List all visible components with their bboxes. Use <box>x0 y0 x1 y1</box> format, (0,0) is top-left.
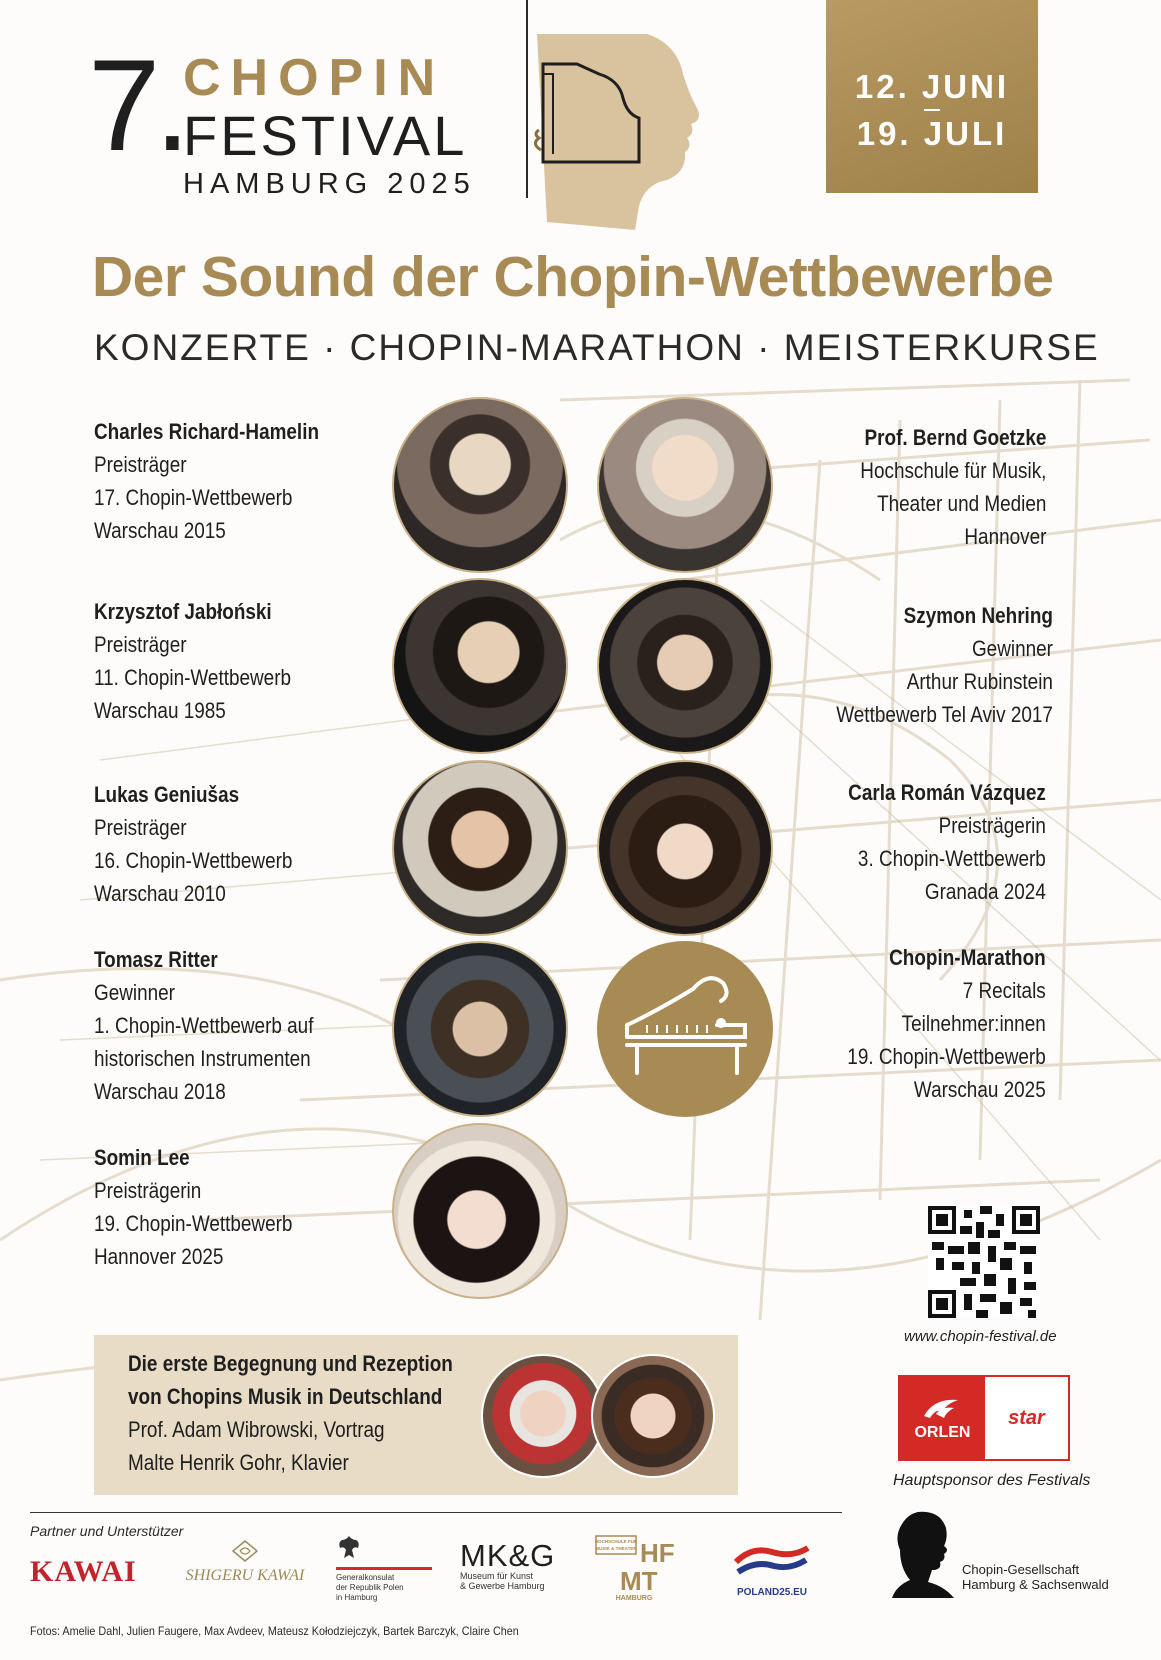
artist-carla-roman-vazquez <box>848 776 1046 908</box>
artist-line: 3. Chopin-Wettbewerb <box>858 846 1046 871</box>
festival-city-year: HAMBURG 2025 <box>183 168 476 200</box>
hfmt-line: MUSIK & THEATER <box>595 1546 637 1551</box>
artist-line: historischen Instrumenten <box>94 1046 311 1071</box>
date-dash <box>924 109 940 111</box>
marathon-line: 19. Chopin-Wettbewerb <box>847 1044 1046 1069</box>
artist-name: Carla Román Vázquez <box>848 780 1046 805</box>
date-start: 12. JUNI <box>854 68 1010 105</box>
mkg-logo <box>460 1540 570 1591</box>
chopin-society-logo <box>888 1508 1138 1600</box>
artist-line: Preisträgerin <box>938 813 1046 838</box>
portrait-adam-wibrowski <box>481 1354 605 1478</box>
festival-title-chopin: CHOPIN <box>183 49 446 107</box>
portrait-malte-henrik-gohr <box>591 1354 715 1478</box>
poland25-logo <box>722 1540 822 1598</box>
kawai-logo: KAWAI <box>30 1555 137 1588</box>
artist-line: Arthur Rubinstein <box>906 669 1053 694</box>
flag-stripe <box>336 1567 432 1570</box>
society-line: Chopin-Gesellschaft <box>962 1562 1080 1577</box>
artist-name: Tomasz Ritter <box>94 947 218 972</box>
hfmt-line: HOCHSCHULE FÜR <box>594 1539 638 1544</box>
artist-line: Preisträger <box>94 452 187 477</box>
orlen-star-logo <box>898 1375 1070 1461</box>
artist-line: 17. Chopin-Wettbewerb <box>94 485 293 510</box>
artist-line: Warschau 2015 <box>94 518 226 543</box>
chopin-piano-profile-logo <box>527 34 707 230</box>
shigeru-label: SHIGERU KAWAI <box>185 1567 305 1584</box>
artist-line: Wettbewerb Tel Aviv 2017 <box>836 702 1053 727</box>
orlen-logo <box>900 1377 985 1459</box>
artist-tomasz-ritter <box>94 943 313 1108</box>
polish-eagle-icon <box>336 1534 362 1562</box>
artist-line: Hannover <box>963 524 1046 549</box>
sponsor-caption: Hauptsponsor des Festivals <box>893 1472 1091 1489</box>
poland25-mark-icon <box>732 1540 812 1580</box>
artist-line: Warschau 2018 <box>94 1079 226 1104</box>
partners-label: Partner und Unterstützer <box>30 1523 184 1539</box>
lecture-title-line1: Die erste Begegnung und Rezeption <box>128 1351 453 1376</box>
lecture-title-line2: von Chopins Musik in Deutschland <box>128 1384 443 1409</box>
hfmt-letters-bottom: MT <box>620 1566 658 1596</box>
artist-name: Lukas Geniušas <box>94 782 240 807</box>
subline: KONZERTE · CHOPIN-MARATHON · MEISTERKURSE <box>94 327 1100 368</box>
portrait-szymon-nehring <box>597 578 773 754</box>
consulate-line: in Hamburg <box>336 1593 378 1602</box>
star-logo <box>985 1377 1068 1459</box>
orlen-label: ORLEN <box>914 1424 971 1441</box>
chopin-silhouette-icon <box>888 1508 962 1600</box>
artist-line: 16. Chopin-Wettbewerb <box>94 848 293 873</box>
artist-line: 1. Chopin-Wettbewerb auf <box>94 1013 314 1038</box>
star-label: star <box>1008 1406 1045 1429</box>
mkg-label: MK&G <box>460 1538 556 1573</box>
lecture-pianist: Malte Henrik Gohr, Klavier <box>128 1450 349 1475</box>
consulate-logo <box>336 1534 436 1603</box>
mkg-line: & Gewerbe Hamburg <box>460 1581 545 1591</box>
portrait-lukas-geniusas <box>392 760 568 936</box>
chopin-marathon-info <box>848 941 1046 1106</box>
artist-line: Warschau 2010 <box>94 881 226 906</box>
artist-line: Gewinner <box>94 980 175 1005</box>
hfmt-letters-top: HF <box>640 1538 675 1568</box>
artist-line: Warschau 1985 <box>94 698 226 723</box>
lecture-speaker: Prof. Adam Wibrowski, Vortrag <box>128 1417 385 1442</box>
festival-dates <box>826 0 1038 193</box>
portrait-tomasz-ritter <box>392 941 568 1117</box>
qr-code[interactable] <box>928 1206 1040 1318</box>
consulate-line: Generalkonsulat <box>336 1573 395 1582</box>
artist-name: Charles Richard-Hamelin <box>94 419 320 444</box>
portrait-charles-richard-hamelin <box>392 397 568 573</box>
society-text <box>962 1562 1109 1592</box>
artist-line: Hochschule für Musik, <box>859 458 1046 483</box>
edition-number: 7. <box>88 32 185 178</box>
piano-icon <box>597 941 773 1117</box>
shigeru-kawai-logo <box>180 1540 310 1585</box>
artist-name: Somin Lee <box>94 1145 190 1170</box>
artist-name: Krzysztof Jabłoński <box>94 599 272 624</box>
artist-line: 19. Chopin-Wettbewerb <box>94 1211 293 1236</box>
orlen-eagle-icon <box>920 1394 964 1424</box>
artist-line: Hannover 2025 <box>94 1244 224 1269</box>
artist-line: Gewinner <box>972 636 1053 661</box>
marathon-title: Chopin-Marathon <box>889 945 1046 970</box>
portrait-bernd-goetzke <box>597 397 773 573</box>
artist-name: Prof. Bernd Goetzke <box>864 425 1046 450</box>
artist-line: 11. Chopin-Wettbewerb <box>94 665 292 690</box>
artist-krzysztof-jablonski <box>94 595 291 727</box>
artist-somin-lee <box>94 1141 292 1273</box>
shigeru-emblem-icon <box>232 1540 258 1562</box>
artist-line: Preisträger <box>94 815 187 840</box>
artist-line: Preisträger <box>94 632 187 657</box>
mkg-line: Museum für Kunst <box>460 1571 534 1581</box>
marathon-line: Teilnehmer:innen <box>901 1011 1046 1036</box>
consulate-line: der Republik Polen <box>336 1583 404 1592</box>
society-line: Hamburg & Sachsenwald <box>962 1577 1109 1592</box>
website-link[interactable]: www.chopin-festival.de <box>904 1328 1057 1345</box>
artist-line: Preisträgerin <box>94 1178 202 1203</box>
artist-line: Granada 2024 <box>925 879 1046 904</box>
artist-bernd-goetzke <box>860 421 1046 553</box>
partners-divider <box>30 1512 842 1513</box>
artist-lukas-geniusas <box>94 778 292 910</box>
marathon-line: Warschau 2025 <box>914 1077 1046 1102</box>
portrait-somin-lee <box>392 1123 568 1299</box>
portrait-krzysztof-jablonski <box>392 578 568 754</box>
artist-szymon-nehring <box>836 599 1053 731</box>
portrait-carla-roman-vazquez <box>597 760 773 936</box>
lecture-text <box>128 1347 453 1479</box>
headline: Der Sound der Chopin-Wettbewerbe <box>92 245 1054 309</box>
poland25-label: POLAND25.EU <box>736 1587 807 1598</box>
hfmt-logo <box>592 1532 682 1604</box>
date-end: 19. JULI <box>856 114 1008 152</box>
festival-title-festival: FESTIVAL <box>183 104 468 167</box>
photo-credits: Fotos: Amelie Dahl, Julien Faugere, Max Avdeev, Mateusz Kołodziejczyk, Bartek Barczyk, Claire Chen <box>30 1624 519 1638</box>
artist-name: Szymon Nehring <box>903 603 1053 628</box>
hfmt-line: HAMBURG <box>615 1595 653 1602</box>
artist-charles-richard-hamelin <box>94 415 319 547</box>
marathon-line: 7 Recitals <box>962 978 1046 1003</box>
artist-line: Theater und Medien <box>876 491 1046 516</box>
